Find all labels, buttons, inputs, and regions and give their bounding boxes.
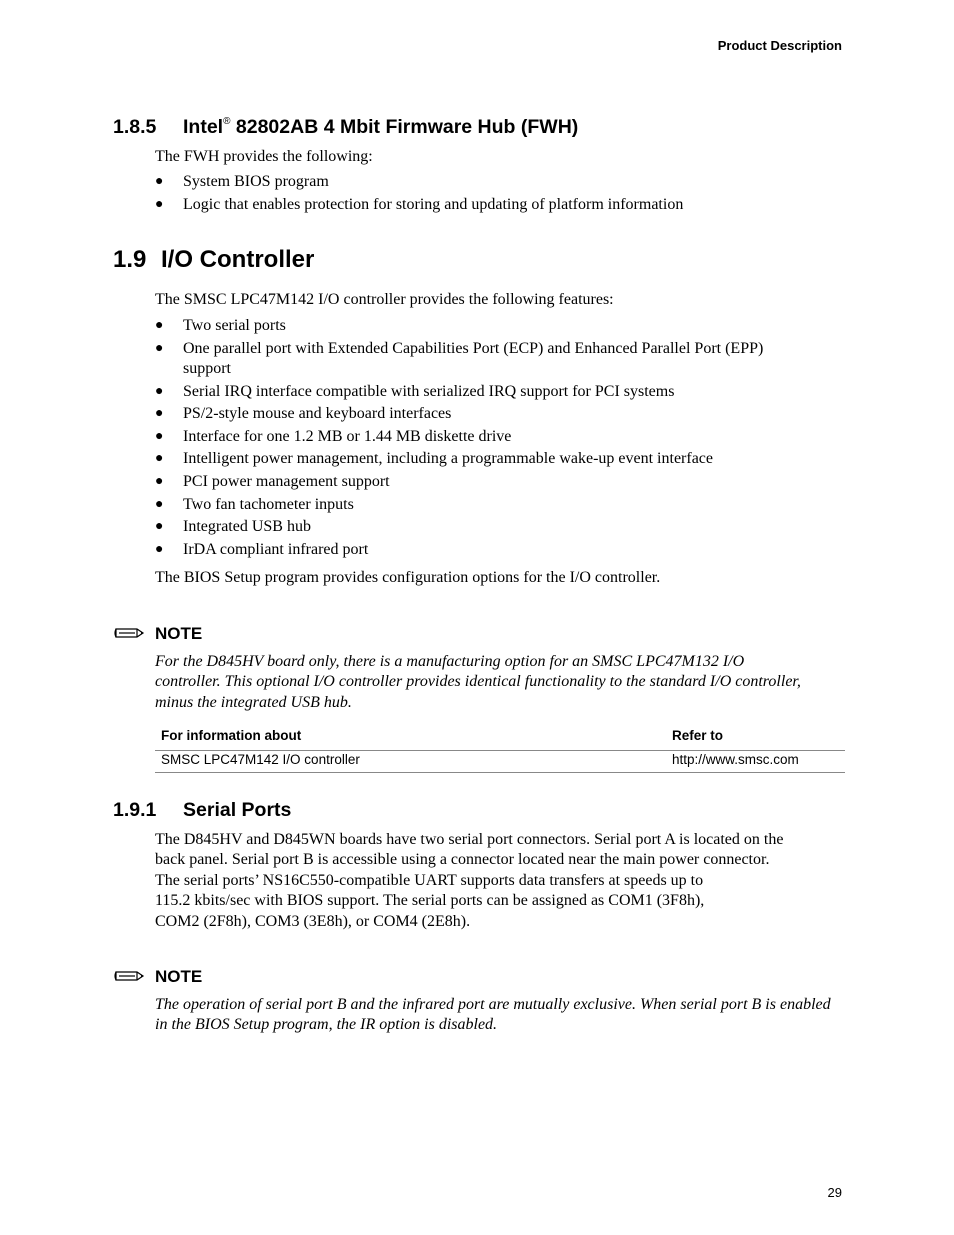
- table-row: [155, 751, 845, 773]
- list-item: ● System BIOS program: [155, 172, 815, 192]
- io-closing: The BIOS Setup program provides configuration options for the I/O controller.: [155, 569, 661, 586]
- list-item: ● PCI power management support: [155, 472, 815, 492]
- table-header-cell: For information about: [161, 728, 302, 743]
- fwh-intro: The FWH provides the following:: [155, 148, 373, 165]
- bullet-icon: ●: [155, 541, 164, 557]
- section-number: 1.8.5: [113, 116, 157, 138]
- text-line: back panel. Serial port B is accessible using a connector located near the main power connector.: [155, 851, 770, 869]
- bullet-icon: ●: [155, 340, 164, 356]
- bullet-icon: ●: [155, 496, 164, 512]
- list-item: ● One parallel port with Extended Capabilities Port (ECP) and Enhanced Parallel Port (EPP) support: [155, 339, 764, 377]
- list-item: ● Serial IRQ interface compatible with serialized IRQ support for PCI systems: [155, 382, 815, 402]
- list-item: ● Logic that enables protection for storing and updating of platform information: [155, 195, 815, 215]
- section-number: 1.9.1: [113, 799, 157, 821]
- page-number: 29: [827, 1185, 842, 1200]
- table-header-row: [155, 723, 845, 751]
- bullet-icon: ●: [155, 473, 164, 489]
- serial-ports-body: [155, 830, 855, 932]
- list-item: ● PS/2-style mouse and keyboard interfaces: [155, 404, 815, 424]
- text-line: The D845HV and D845WN boards have two serial port connectors. Serial port A is located on the: [155, 831, 784, 848]
- table-header-cell: Refer to: [672, 728, 724, 743]
- list-item: ● IrDA compliant infrared port: [155, 540, 815, 560]
- list-item: ● Intelligent power management, including a programmable wake-up event interface: [155, 449, 815, 469]
- pencil-icon: [113, 967, 145, 985]
- table-cell: SMSC LPC47M142 I/O controller: [161, 752, 360, 767]
- section-heading-1-9-1: [113, 799, 291, 822]
- section-heading-1-9: [113, 246, 314, 274]
- list-item: ● Two serial ports: [155, 316, 815, 336]
- section-title-post: 82802AB 4 Mbit Firmware Hub (FWH): [230, 116, 579, 138]
- reference-table: [155, 723, 845, 773]
- section-title: I/O Controller: [161, 246, 315, 273]
- section-heading-1-8-5: [113, 116, 578, 139]
- text-line: The serial ports’ NS16C550-compatible UART supports data transfers at speeds up to: [155, 871, 704, 889]
- fwh-bullet-list: [155, 172, 815, 217]
- bullet-icon: ●: [155, 519, 164, 535]
- running-header: Product Description: [717, 38, 842, 53]
- note-title: NOTE: [155, 624, 203, 643]
- section-number: 1.9: [113, 246, 147, 273]
- text-line: 115.2 kbits/sec with BIOS support. The serial ports can be assigned as COM1 (3F8h),: [155, 892, 705, 910]
- pencil-icon: [113, 624, 145, 642]
- note-text: The operation of serial port B and the infrared port are mutually exclusive. When serial port B is enabled in the BIOS Setup program, the IR option is disabled.: [155, 996, 831, 1034]
- io-bullet-list: [155, 316, 815, 562]
- list-item: ● Two fan tachometer inputs: [155, 495, 815, 515]
- section-title-pre: Intel: [183, 116, 224, 138]
- bullet-icon: ●: [155, 174, 164, 189]
- note-title: NOTE: [155, 967, 203, 986]
- section-title: Serial Ports: [183, 799, 292, 821]
- list-item: ● Interface for one 1.2 MB or 1.44 MB diskette drive: [155, 427, 815, 447]
- bullet-icon: ●: [155, 196, 164, 212]
- registered-mark: ®: [223, 116, 231, 127]
- io-intro: The SMSC LPC47M142 I/O controller provides the following features:: [155, 291, 614, 308]
- bullet-icon: ●: [155, 428, 164, 444]
- text-line: COM2 (2F8h), COM3 (3E8h), or COM4 (2E8h).: [155, 912, 471, 930]
- table-cell-link[interactable]: http://www.smsc.com: [672, 752, 799, 767]
- note-text: For the D845HV board only, there is a manufacturing option for an SMSC LPC47M132 I/O controller. This optional I/O controller provides identical functionality to the standard I/O controller, minus the integrated USB hub.: [155, 653, 801, 711]
- bullet-icon: ●: [155, 383, 164, 399]
- bullet-icon: ●: [155, 451, 164, 467]
- bullet-icon: ●: [155, 318, 164, 333]
- bullet-icon: ●: [155, 406, 164, 422]
- list-item: ● Integrated USB hub: [155, 517, 815, 537]
